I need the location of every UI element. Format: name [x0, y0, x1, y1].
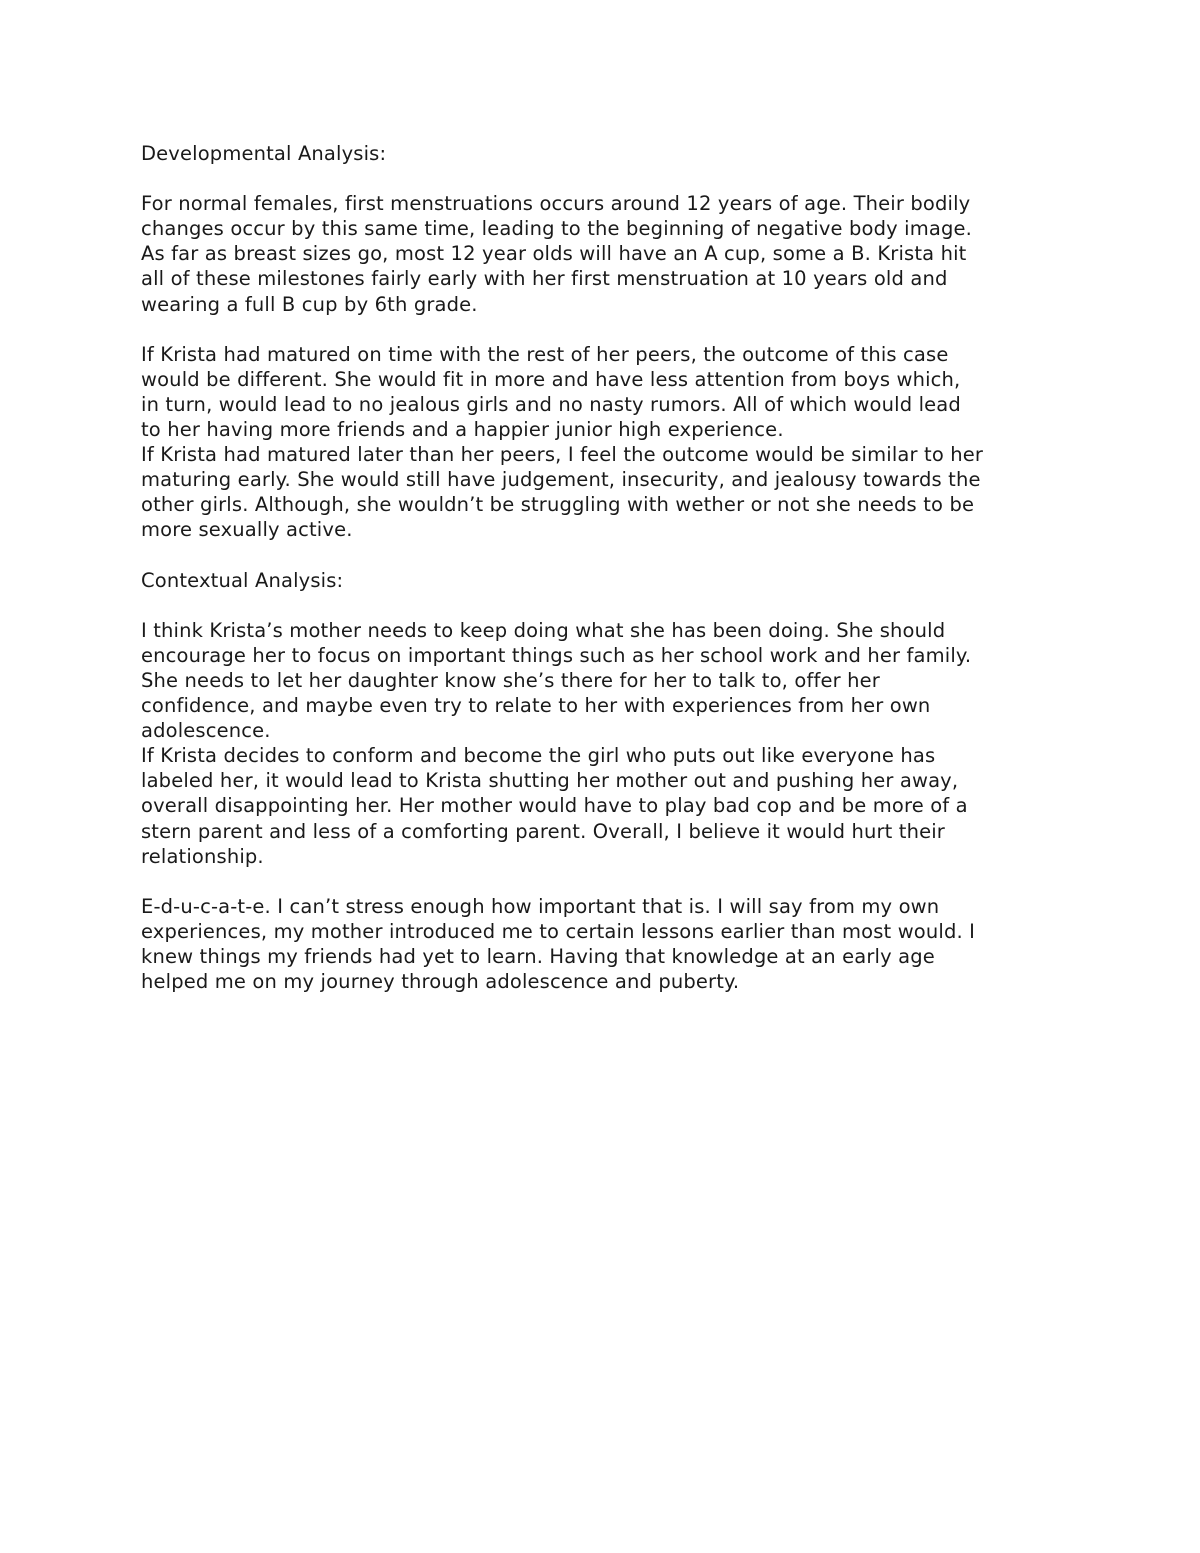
section-heading-contextual: Contextual Analysis: [141, 568, 344, 592]
paragraph-spacer [141, 869, 1066, 894]
text-line: experiences, my mother introduced me to certain lessons earlier than most would. I [141, 919, 976, 943]
text-line: helped me on my journey through adolescence and puberty. [141, 970, 740, 994]
text-line: changes occur by this same time, leading to the beginning of negative body image. [141, 217, 973, 241]
text-line: labeled her, it would lead to Krista shutting her mother out and pushing her away, [141, 769, 959, 793]
text-line: all of these milestones fairly early with her first menstruation at 10 years old and [141, 267, 948, 291]
text-line: If Krista had matured later than her peers, I feel the outcome would be similar to her [141, 443, 984, 467]
text-line: would be different. She would fit in more and have less attention from boys which, [141, 367, 961, 391]
text-line: adolescence. [141, 719, 271, 743]
text-line: As far as breast sizes go, most 12 year olds will have an A cup, some a B. Krista hit [141, 242, 967, 266]
text-line: other girls. Although, she wouldn’t be struggling with wether or not she needs to be [141, 493, 975, 517]
text-line: to her having more friends and a happier junior high experience. [141, 418, 784, 442]
text-line: more sexually active. [141, 518, 353, 542]
text-line: maturing early. She would still have judgement, insecurity, and jealousy towards the [141, 468, 981, 492]
text-line: I think Krista’s mother needs to keep doing what she has been doing. She should [141, 618, 946, 642]
text-line: relationship. [141, 844, 264, 868]
text-line: knew things my friends had yet to learn. Having that knowledge at an early age [141, 945, 935, 968]
text-line: stern parent and less of a comforting parent. Overall, I believe it would hurt their [141, 819, 945, 843]
text-line: For normal females, first menstruations occurs around 12 years of age. Their bodily [141, 192, 971, 216]
text-line: If Krista had matured on time with the rest of her peers, the outcome of this case [141, 342, 949, 366]
text-line: confidence, and maybe even try to relate to her with experiences from her own [141, 694, 931, 718]
paragraph-spacer [141, 543, 1066, 568]
text-line: overall disappointing her. Her mother would have to play bad cop and be more of a [141, 794, 968, 818]
paragraph-spacer [141, 166, 1066, 191]
text-line: encourage her to focus on important things such as her school work and her family. [141, 643, 972, 667]
text-line: in turn, would lead to no jealous girls and no nasty rumors. All of which would lead [141, 392, 961, 416]
text-line: wearing a full B cup by 6th grade. [141, 292, 478, 316]
paragraph-spacer [141, 317, 1066, 342]
paragraph-development-norms [141, 191, 1066, 316]
paragraph-mother-role [141, 618, 1066, 869]
text-line: She needs to let her daughter know she’s there for her to talk to, offer her [141, 668, 880, 692]
text-line: If Krista decides to conform and become the girl who puts out like everyone has [141, 744, 936, 768]
paragraph-spacer [141, 593, 1066, 618]
text-line: E-d-u-c-a-t-e. I can’t stress enough how important that is. I will say from my own [141, 894, 940, 918]
paragraph-maturation-outcomes [141, 342, 1066, 543]
paragraph-educate [141, 894, 1066, 994]
document-body [141, 141, 1066, 994]
section-heading-developmental: Developmental Analysis: [141, 142, 387, 165]
